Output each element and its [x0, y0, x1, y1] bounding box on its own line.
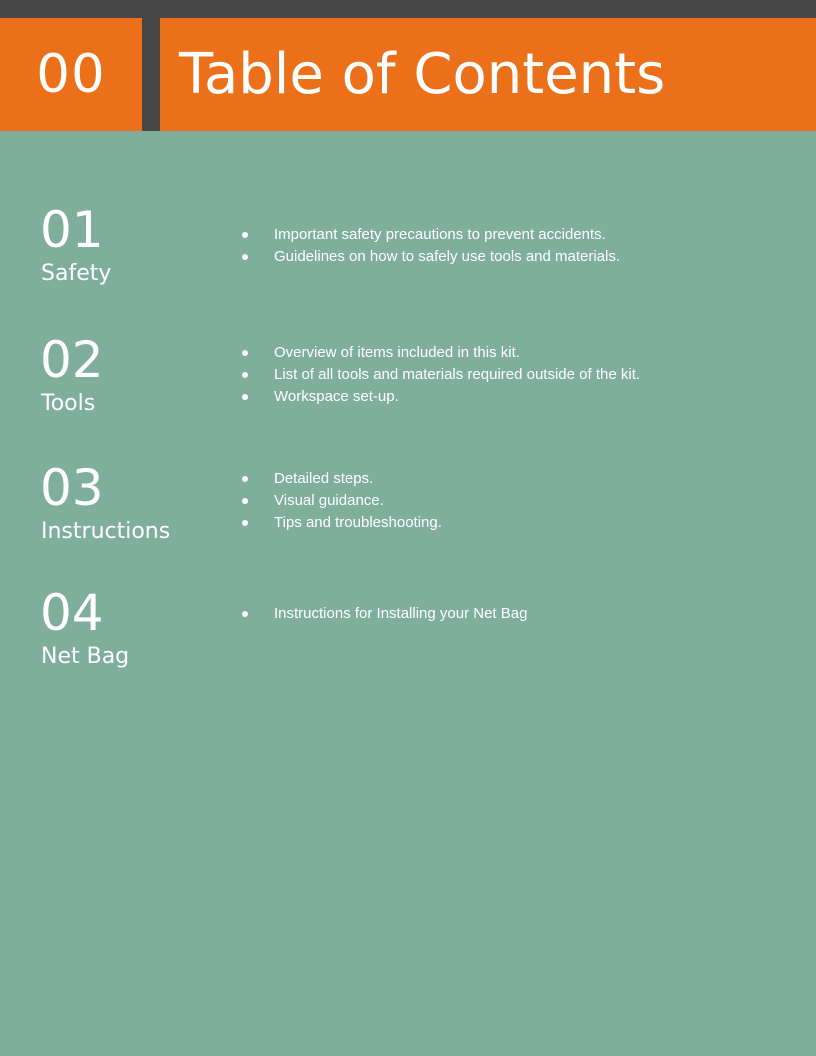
section-label: Net Bag — [41, 644, 130, 669]
section-bullet-list — [240, 342, 640, 408]
bullet-item: Overview of items included in this kit. — [240, 342, 640, 364]
bullet-dot-icon — [242, 394, 248, 400]
header-title-block — [160, 18, 816, 131]
bullet-dot-icon — [242, 372, 248, 378]
header-number-block — [0, 18, 142, 131]
section-number: 03 — [40, 459, 104, 517]
section-number: 04 — [40, 584, 104, 642]
section-label: Safety — [41, 261, 112, 286]
bullet-item: Important safety precautions to prevent accidents. — [240, 224, 620, 246]
section-number: 01 — [40, 201, 104, 259]
bullet-dot-icon — [242, 611, 248, 617]
bullet-dot-icon — [242, 498, 248, 504]
bullet-item: Tips and troubleshooting. — [240, 512, 442, 534]
bullet-dot-icon — [242, 232, 248, 238]
section-label: Instructions — [41, 519, 171, 544]
bullet-item: Instructions for Installing your Net Bag — [240, 603, 527, 625]
bullet-dot-icon — [242, 350, 248, 356]
bullet-item: Visual guidance. — [240, 490, 442, 512]
bullet-item: Guidelines on how to safely use tools and materials. — [240, 246, 620, 268]
bullet-item: Detailed steps. — [240, 468, 442, 490]
section-bullet-list — [240, 224, 620, 268]
section-bullet-list — [240, 468, 442, 534]
page-title: Table of Contents — [179, 41, 666, 107]
header-number: 00 — [36, 44, 106, 105]
section-label: Tools — [41, 391, 96, 416]
bullet-dot-icon — [242, 476, 248, 482]
bullet-item: List of all tools and materials required outside of the kit. — [240, 364, 640, 386]
bullet-item: Workspace set-up. — [240, 386, 640, 408]
section-number: 02 — [40, 331, 104, 389]
bullet-dot-icon — [242, 254, 248, 260]
section-bullet-list — [240, 603, 527, 625]
bullet-dot-icon — [242, 520, 248, 526]
